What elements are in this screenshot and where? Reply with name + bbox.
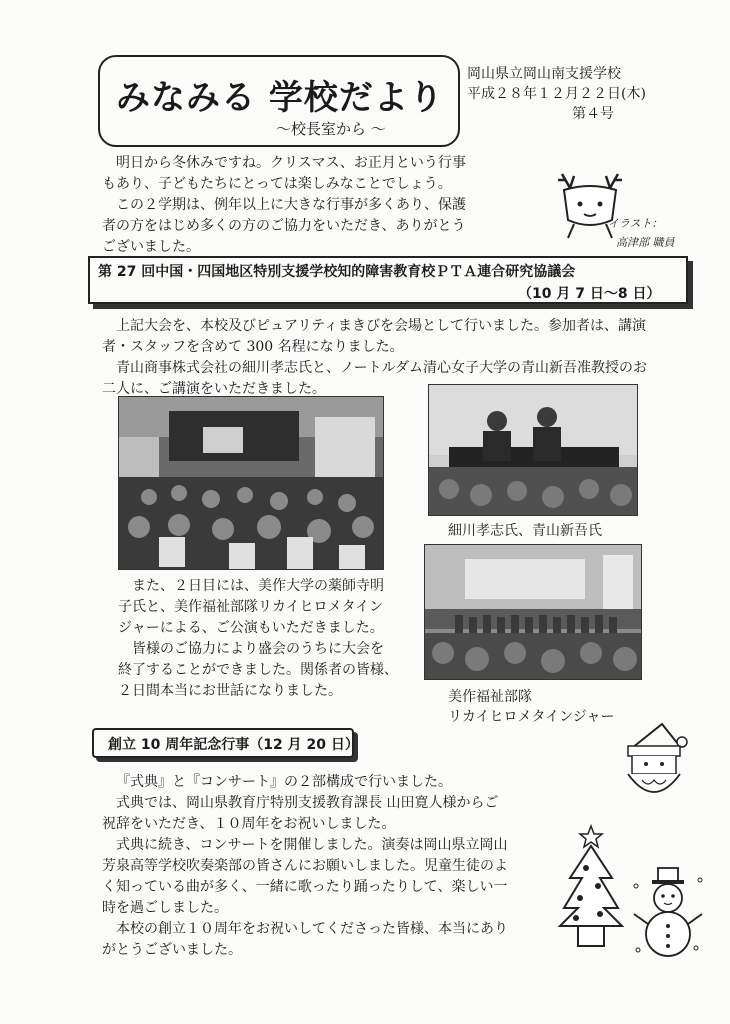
illustration-credit: イラスト： <box>608 217 663 230</box>
intro-line: 者の方をはじめ多くの方のご協力をいただき、ありがとう <box>102 218 466 234</box>
intro-line: この２学期は、例年以上に大きな行事が多くあり、保護 <box>116 197 466 213</box>
section1-line: 終了することができました。関係者の皆様、 <box>118 662 398 678</box>
speakers-photo <box>428 384 638 516</box>
snowman-illustration <box>630 866 708 962</box>
section2-paragraph <box>102 772 508 961</box>
section1-title: 第 27 回中国・四国地区特別支援学校知的障害教育校ＰＴＡ連合研究協議会 <box>98 264 576 280</box>
section1-line: 子氏と、美作福祉部隊リカイヒロメタイン <box>118 599 384 615</box>
intro-line: ございました。 <box>102 239 200 255</box>
conference-hall-photo <box>118 396 384 570</box>
intro-line: 明日から冬休みですね。クリスマス、お正月という行事 <box>116 155 466 171</box>
section1-line: 青山商事株式会社の細川孝志氏と、ノートルダム清心女子大学の青山新吾准教授のお <box>116 360 648 376</box>
issue-number: 第４号 <box>572 106 614 122</box>
section2-line: く知っている曲が多く、一緒に歌ったり踊ったりして、楽しい一 <box>102 879 508 895</box>
section2-line: 式典に続き、コンサートを開催しました。演奏は岡山県立岡山 <box>116 837 508 853</box>
christmas-tree-illustration <box>556 822 626 950</box>
issue-date: 平成２８年１２月２２日(木) <box>467 86 646 102</box>
section1-line: ジャーによる、ご公演もいただきました。 <box>118 620 384 636</box>
section2-line: 本校の創立１０周年をお祝いしてくださった皆様、本当にあり <box>116 921 508 937</box>
section1-line: また、２日目には、美作大学の薬師寺明 <box>132 578 384 594</box>
header-info <box>467 64 646 124</box>
speakers-caption: 細川孝志氏、青山新吾氏 <box>448 523 602 539</box>
newsletter-subtitle: ～校長室から ～ <box>276 120 386 138</box>
section2-line: 祝辞をいただき、１０周年をお祝いしました。 <box>102 816 396 832</box>
troupe-caption-line2: リカイヒロメタインジャー <box>448 709 615 725</box>
section2-title: 創立 10 周年記念行事（12 月 20 日） <box>108 737 359 753</box>
section1-date: （10 月 7 日～8 日） <box>518 286 661 302</box>
section1-line: 上記大会を、本校及びピュアリティまきびを会場として行いました。参加者は、講演 <box>116 318 647 334</box>
section2-line: 『式典』と『コンサート』の２部構成で行いました。 <box>116 774 452 790</box>
troupe-caption-line1: 美作福祉部隊 <box>448 689 532 705</box>
section2-line: 式典では、岡山県教育庁特別支援教育課長 山田寛人様からご <box>116 795 499 811</box>
intro-line: もあり、子どもたちにとっては楽しみなことでしょう。 <box>102 176 452 192</box>
section1-line: 皆様のご協力により盛会のうちに大会を <box>132 641 384 657</box>
section1-paragraph-2 <box>118 576 398 702</box>
section2-line: がとうございました。 <box>102 942 242 958</box>
illustration-artist: 高津部 職員 <box>616 236 675 249</box>
section1-line: 二人に、ご講演をいただきました。 <box>102 381 326 397</box>
section2-line: 時を過ごしました。 <box>102 900 228 916</box>
santa-illustration <box>618 718 698 810</box>
school-name: 岡山県立岡山南支援学校 <box>467 66 621 82</box>
newsletter-title: みなみる 学校だより <box>116 78 444 118</box>
performance-photo <box>424 544 642 680</box>
section1-line: ２日間本当にお世話になりました。 <box>118 683 342 699</box>
section2-line: 芳泉高等学校吹奏楽部の皆さんにお願いしました。児童生徒のよ <box>102 858 508 874</box>
intro-paragraph <box>102 153 466 258</box>
section1-line: 者・スタッフを含めて 300 名程になりました。 <box>102 339 404 355</box>
